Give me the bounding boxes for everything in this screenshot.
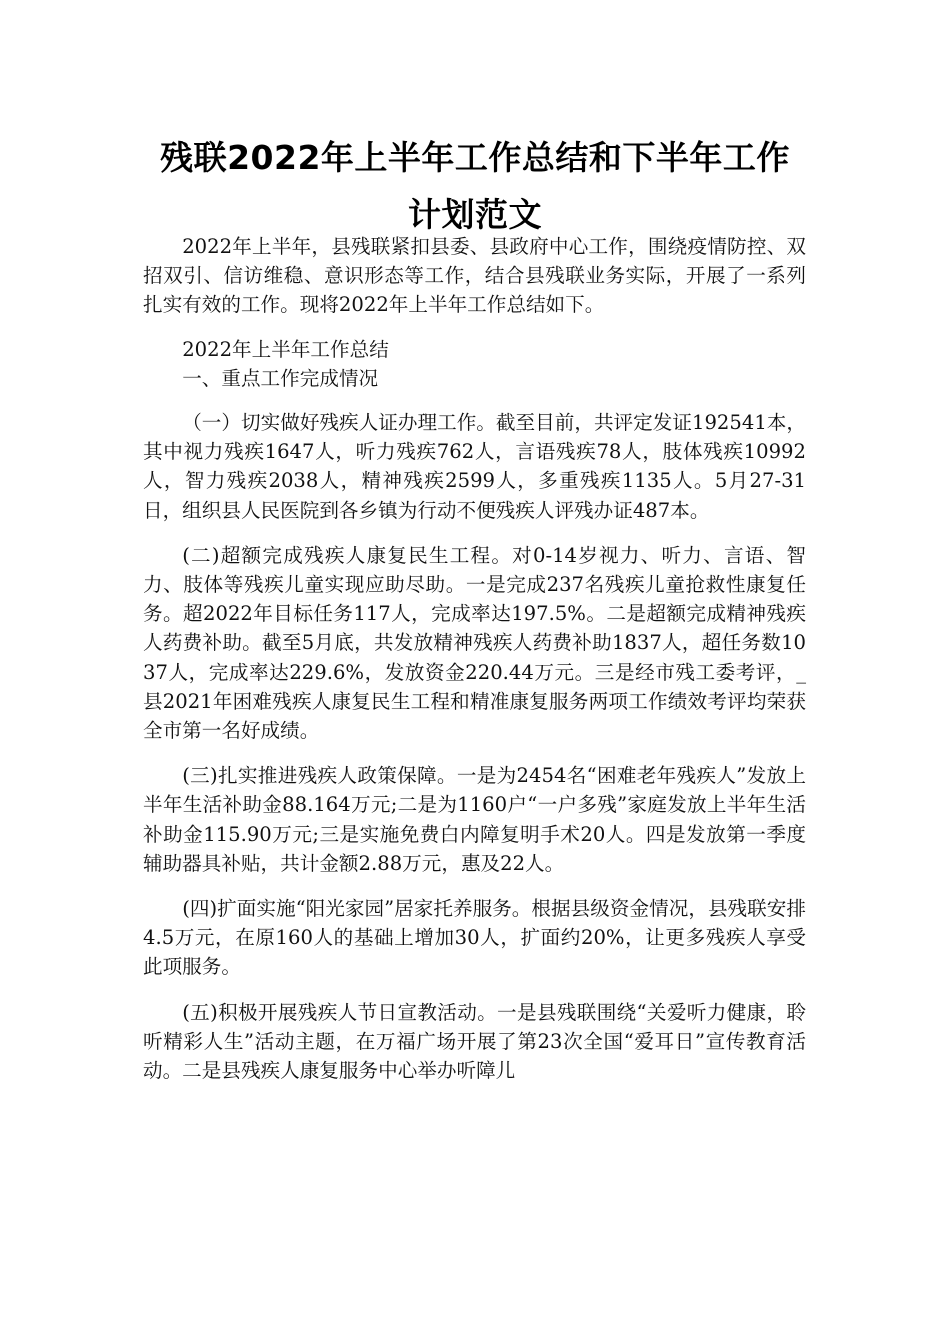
- document-body: [143, 232, 806, 1085]
- paragraph-item-2: (二)超额完成残疾人康复民生工程。对0-14岁视力、听力、言语、智力、肢体等残疾儿童实现应助尽助。一是完成237名残疾儿童抢救性康复任务。超2022年目标任务117人，完成率达197.5%。二是超额完成精神残疾人药费补助。截至5月底，共发放精神残疾人药费补助1837人，超任务数1037人，完成率达229.6%，发放资金220.44万元。三是经市残工委考评，_县2021年困难残疾人康复民生工程和精准康复服务两项工作绩效考评均荣获全市第一名好成绩。: [143, 543, 806, 743]
- paragraph-item-3: (三)扎实推进残疾人政策保障。一是为2454名“困难老年残疾人”发放上半年生活补助金88.164万元;二是为1160户“一户多残”家庭发放上半年生活补助金115.90万元;三是实施免费白内障复明手术20人。四是发放第一季度辅助器具补贴，共计金额2.88万元，惠及22人。: [143, 764, 806, 875]
- document-title-line-1: 残联2022年上半年工作总结和下半年工作: [160, 138, 790, 177]
- subsection-heading: 一、重点工作完成情况: [182, 366, 379, 390]
- section-heading: 2022年上半年工作总结: [182, 337, 389, 361]
- paragraph-item-1: （一）切实做好残疾人证办理工作。截至目前，共评定发证192541本，其中视力残疾1647人，听力残疾762人，言语残疾78人，肢体残疾10992人，智力残疾2038人，精神残疾2599人，多重残疾1135人。5月27-31日，组织县人民医院到各乡镇为行动不便残疾人评残办证487本。: [143, 411, 806, 522]
- document-title-line-2: 计划范文: [408, 195, 542, 234]
- paragraph-item-4: (四)扩面实施“阳光家园”居家托养服务。根据县级资金情况，县残联安排4.5万元，在原160人的基础上增加30人，扩面约20%，让更多残疾人享受此项服务。: [143, 897, 806, 979]
- paragraph-item-5: (五)积极开展残疾人节日宣教活动。一是县残联围绕“关爱听力健康，聆听精彩人生”活动主题，在万福广场开展了第23次全国“爱耳日”宣传教育活动。二是县残疾人康复服务中心举办听障儿: [143, 1000, 806, 1083]
- intro-paragraph: 2022年上半年，县残联紧扣县委、县政府中心工作，围绕疫情防控、双招双引、信访维稳、意识形态等工作，结合县残联业务实际，开展了一系列扎实有效的工作。现将2022年上半年工作总结如下。: [143, 235, 806, 317]
